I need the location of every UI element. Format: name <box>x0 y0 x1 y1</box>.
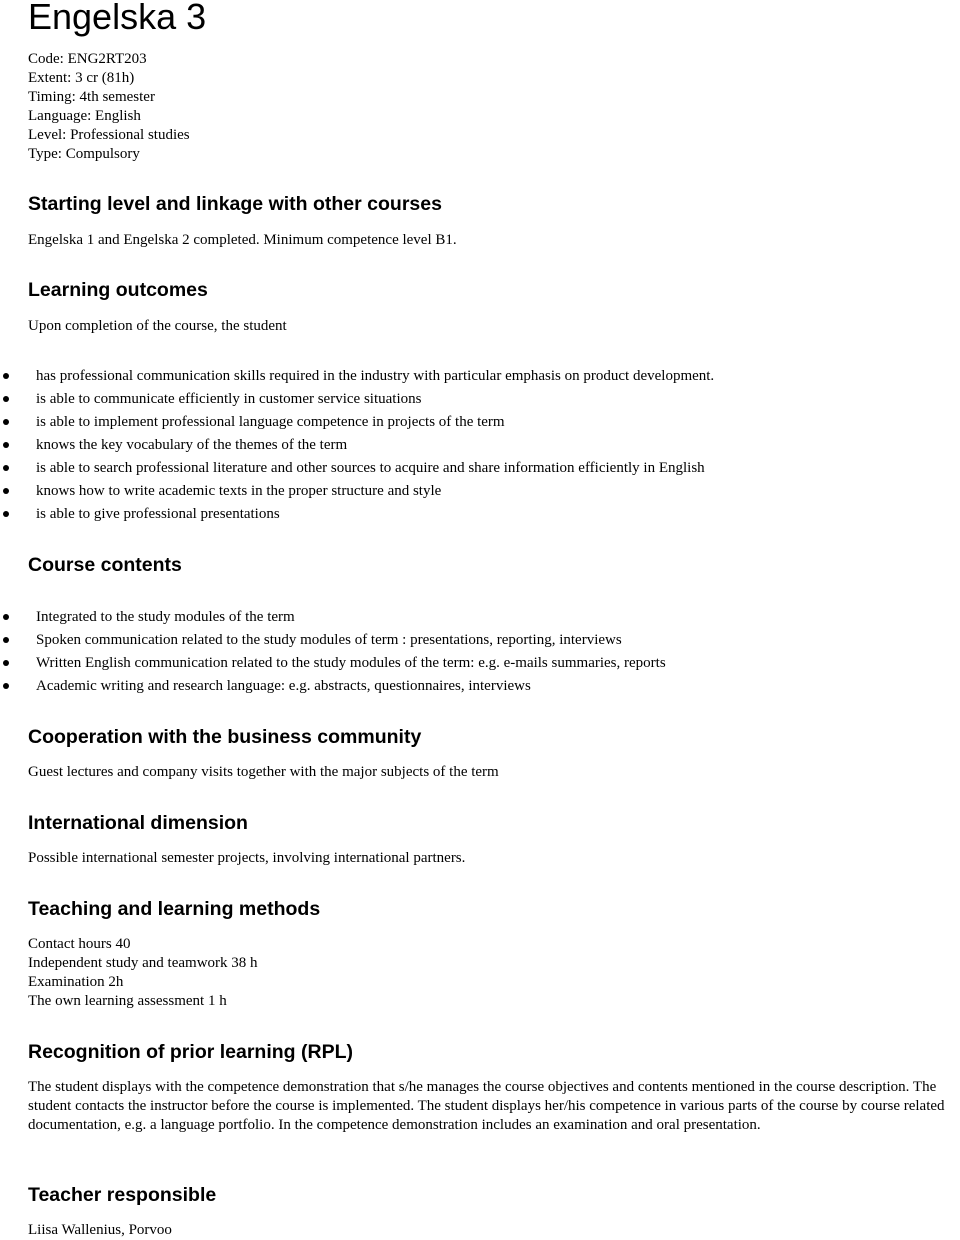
bullet-icon <box>3 442 9 448</box>
learning-outcomes-intro: Upon completion of the course, the student <box>28 318 287 334</box>
list-item: has professional communication skills required in the industry with particular emphasis on product development. <box>0 365 714 388</box>
bullet-icon <box>3 488 9 494</box>
meta-level: Level: Professional studies <box>28 127 190 143</box>
list-item: is able to give professional presentations <box>0 503 714 526</box>
teaching-line-contact: Contact hours 40 <box>28 936 131 952</box>
learning-outcomes-list <box>0 365 714 526</box>
teacher-heading: Teacher responsible <box>28 1184 217 1206</box>
bullet-icon <box>3 614 9 620</box>
cooperation-text: Guest lectures and company visits together with the major subjects of the term <box>28 764 499 780</box>
list-item: knows how to write academic texts in the proper structure and style <box>0 480 714 503</box>
meta-language: Language: English <box>28 108 141 124</box>
bullet-icon <box>3 396 9 402</box>
meta-code: Code: ENG2RT203 <box>28 51 147 67</box>
teaching-line-assessment: The own learning assessment 1 h <box>28 993 227 1009</box>
starting-level-text: Engelska 1 and Engelska 2 completed. Minimum competence level B1. <box>28 232 457 248</box>
cooperation-heading: Cooperation with the business community <box>28 726 422 748</box>
list-item: Integrated to the study modules of the term <box>0 606 666 629</box>
rpl-text: The student displays with the competence demonstration that s/he manages the course objectives and contents mentioned in the course description. The student contacts the instructor before the course is implemented. The student displays her/his competence in various parts of the course by course related documentation, e.g. a language portfolio. In the competence demonstration includes an examination and oral presentation. <box>28 1079 945 1133</box>
list-item: Written English communication related to the study modules of the term: e.g. e-mails summaries, reports <box>0 652 666 675</box>
starting-level-heading: Starting level and linkage with other courses <box>28 193 442 215</box>
list-item: Spoken communication related to the study modules of term : presentations, reporting, interviews <box>0 629 666 652</box>
bullet-icon <box>3 683 9 689</box>
bullet-icon <box>3 637 9 643</box>
list-item: knows the key vocabulary of the themes of the term <box>0 434 714 457</box>
international-text: Possible international semester projects, involving international partners. <box>28 850 466 866</box>
bullet-icon <box>3 373 9 379</box>
teaching-heading: Teaching and learning methods <box>28 898 321 920</box>
teacher-text: Liisa Wallenius, Porvoo <box>28 1222 172 1238</box>
meta-timing: Timing: 4th semester <box>28 89 155 105</box>
teaching-line-examination: Examination 2h <box>28 974 124 990</box>
list-item: Academic writing and research language: e.g. abstracts, questionnaires, interviews <box>0 675 666 698</box>
meta-extent: Extent: 3 cr (81h) <box>28 70 135 86</box>
course-contents-list <box>0 606 666 698</box>
bullet-icon <box>3 511 9 517</box>
list-item: is able to search professional literature and other sources to acquire and share information efficiently in English <box>0 457 714 480</box>
rpl-heading: Recognition of prior learning (RPL) <box>28 1041 353 1063</box>
meta-type: Type: Compulsory <box>28 146 140 162</box>
page-title: Engelska 3 <box>28 0 207 37</box>
bullet-icon <box>3 660 9 666</box>
bullet-icon <box>3 465 9 471</box>
bullet-icon <box>3 419 9 425</box>
course-contents-heading: Course contents <box>28 554 182 576</box>
international-heading: International dimension <box>28 812 248 834</box>
course-meta <box>28 50 190 164</box>
list-item: is able to communicate efficiently in customer service situations <box>0 388 714 411</box>
list-item: is able to implement professional language competence in projects of the term <box>0 411 714 434</box>
learning-outcomes-heading: Learning outcomes <box>28 279 208 301</box>
teaching-line-independent: Independent study and teamwork 38 h <box>28 955 258 971</box>
